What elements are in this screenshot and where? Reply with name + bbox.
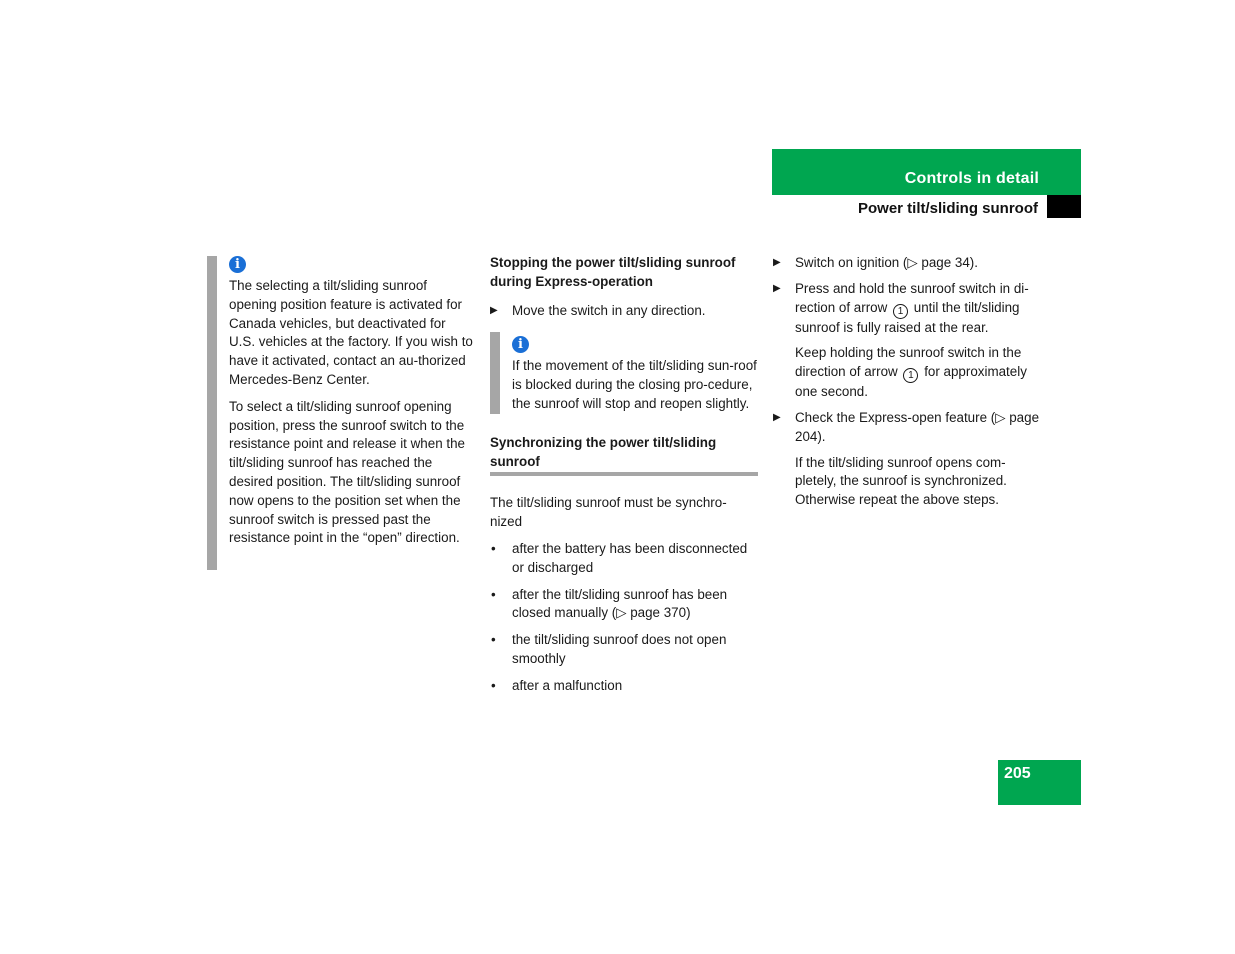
triangle-right-icon: ▶: [773, 282, 781, 294]
step-note: Keep holding the sunroof switch in the direction of arrow 1 for approximately one second.: [795, 345, 1027, 400]
page-number-box: [998, 760, 1081, 805]
info-paragraph: To select a tilt/sliding sunroof opening position, press the sunroof switch to the resistance point and release it when the tilt/sliding sunroof has reached the desired position. The tilt/sliding sunroof now opens to the position set when the sunroof switch is pressed past the resistance point in the “open” direction.: [229, 398, 465, 546]
info-icon: i: [512, 336, 529, 353]
info-paragraph: If the movement of the tilt/sliding sun-roof is blocked during the closing pro-cedure, the sunroof will stop and reopen slightly.: [512, 358, 757, 411]
info-note: [490, 332, 758, 413]
arrow-number-badge: 1: [893, 304, 908, 319]
heading-stopping: Stopping the power tilt/sliding sunroof during Express-operation: [490, 255, 736, 289]
info-icon: i: [229, 256, 246, 273]
info-note: [207, 256, 475, 570]
intro-paragraph: The tilt/sliding sunroof must be synchro-nized: [490, 495, 727, 530]
page-number: 205: [1004, 765, 1031, 782]
heading-synchronizing: Synchronizing the power tilt/sliding sunroof: [490, 434, 758, 477]
step-item: ▶ Check the Express-open feature (▷ page 204).: [773, 409, 1040, 444]
list-item: • after the tilt/sliding sunroof has been closed manually (▷ page 370): [491, 586, 728, 621]
info-paragraph: The selecting a tilt/sliding sunroof opening position feature is activated for Canada vehicles, but deactivated for U.S. vehicles at the factory. If you wish to have it activated, contact an au-thorized Mercedes-Benz Center.: [229, 278, 473, 387]
column-right: [773, 254, 1043, 517]
step-item: ▶ Switch on ignition (▷ page 34).: [773, 254, 1043, 273]
section-title: Power tilt/sliding sunroof: [858, 200, 1038, 217]
step-item: ▶ Press and hold the sunroof switch in di-rection of arrow 1 until the tilt/sliding sunroof is fully raised at the rear.: [773, 280, 1029, 335]
triangle-right-icon: ▶: [773, 411, 781, 423]
list-item: • after the battery has been disconnected or discharged: [491, 540, 748, 575]
step-note: If the tilt/sliding sunroof opens com-pletely, the sunroof is synchronized. Otherwise repeat the above steps.: [795, 454, 1007, 508]
list-item: • the tilt/sliding sunroof does not open smoothly: [491, 632, 727, 666]
thumb-tab: [1047, 195, 1081, 218]
step-item: ▶ Move the switch in any direction.: [490, 302, 758, 321]
column-middle: [490, 254, 758, 704]
chapter-header: [772, 149, 1081, 195]
column-left: [207, 256, 475, 570]
triangle-right-icon: ▶: [490, 304, 498, 316]
chapter-title: Controls in detail: [904, 170, 1039, 187]
list-item: • after a malfunction: [491, 677, 623, 693]
triangle-right-icon: ▶: [773, 257, 781, 268]
arrow-number-badge: 1: [903, 368, 918, 383]
